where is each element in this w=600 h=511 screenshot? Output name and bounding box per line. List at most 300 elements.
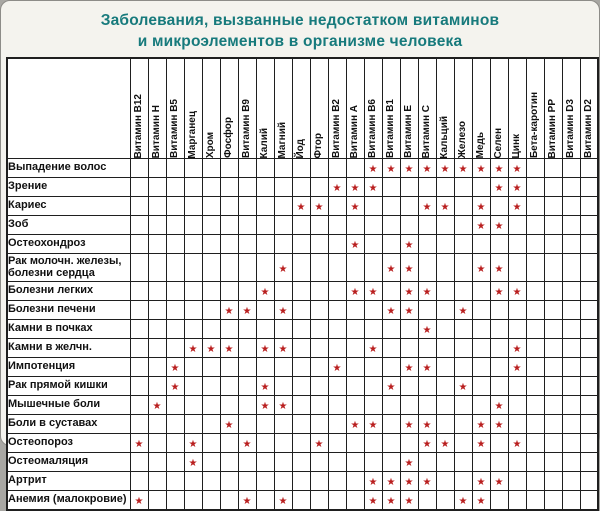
- matrix-cell: [256, 282, 274, 301]
- matrix-cell: [418, 178, 436, 197]
- matrix-cell: [364, 282, 382, 301]
- matrix-cell: [364, 235, 382, 254]
- matrix-cell: [418, 491, 436, 511]
- matrix-cell: [454, 491, 472, 511]
- column-header-label: Витамин А: [349, 104, 360, 159]
- matrix-cell: [292, 358, 310, 377]
- matrix-cell: [166, 282, 184, 301]
- matrix-cell: [274, 282, 292, 301]
- matrix-cell: [292, 254, 310, 282]
- deficiency-star-icon: ★: [476, 420, 486, 432]
- matrix-cell: [580, 396, 598, 415]
- matrix-cell: [436, 197, 454, 216]
- row-label: Рак молочн. железы, болезни сердца: [7, 254, 130, 282]
- matrix-cell: [148, 197, 166, 216]
- matrix-cell: [544, 472, 562, 491]
- matrix-cell: [526, 453, 544, 472]
- column-header: [274, 58, 292, 159]
- deficiency-star-icon: ★: [296, 202, 306, 214]
- matrix-cell: [328, 472, 346, 491]
- matrix-cell: [580, 301, 598, 320]
- matrix-cell: [184, 434, 202, 453]
- matrix-cell: [508, 178, 526, 197]
- table-row: [7, 216, 598, 235]
- matrix-cell: [436, 254, 454, 282]
- matrix-cell: [544, 396, 562, 415]
- matrix-cell: [148, 396, 166, 415]
- matrix-cell: [454, 301, 472, 320]
- deficiency-star-icon: ★: [386, 263, 396, 275]
- deficiency-star-icon: ★: [404, 287, 414, 299]
- column-header-label: Витамин D2: [582, 99, 594, 159]
- row-label: Зоб: [7, 216, 130, 235]
- matrix-cell: [490, 415, 508, 434]
- matrix-cell: [130, 320, 148, 339]
- matrix-cell: [292, 434, 310, 453]
- column-header-label: Цинк: [511, 133, 522, 159]
- matrix-cell: [580, 415, 598, 434]
- deficiency-star-icon: ★: [404, 363, 414, 375]
- matrix-cell: [310, 434, 328, 453]
- matrix-cell: [148, 178, 166, 197]
- matrix-cell: [454, 282, 472, 301]
- matrix-cell: [526, 472, 544, 491]
- matrix-cell: [346, 159, 364, 178]
- deficiency-star-icon: ★: [170, 382, 180, 394]
- matrix-cell: [346, 254, 364, 282]
- column-header: [382, 58, 400, 159]
- matrix-cell: [238, 377, 256, 396]
- matrix-cell: [382, 434, 400, 453]
- matrix-cell: [346, 301, 364, 320]
- matrix-cell: [220, 434, 238, 453]
- matrix-cell: [310, 453, 328, 472]
- matrix-cell: [184, 453, 202, 472]
- matrix-cell: [274, 178, 292, 197]
- deficiency-star-icon: ★: [404, 458, 414, 470]
- matrix-cell: [364, 358, 382, 377]
- matrix-cell: [508, 159, 526, 178]
- matrix-cell: [562, 453, 580, 472]
- matrix-cell: [256, 453, 274, 472]
- matrix-cell: [400, 235, 418, 254]
- matrix-cell: [256, 339, 274, 358]
- column-header: [328, 58, 346, 159]
- matrix-cell: [220, 254, 238, 282]
- matrix-cell: [310, 216, 328, 235]
- deficiency-star-icon: ★: [350, 183, 360, 195]
- matrix-cell: [184, 472, 202, 491]
- column-header-label: Витамин Е: [403, 105, 414, 159]
- deficiency-star-icon: ★: [350, 287, 360, 299]
- table-row: [7, 358, 598, 377]
- column-header: [454, 58, 472, 159]
- matrix-cell: [238, 358, 256, 377]
- matrix-cell: [166, 159, 184, 178]
- row-label: Остеохондроз: [7, 235, 130, 254]
- matrix-cell: [580, 159, 598, 178]
- matrix-cell: [454, 339, 472, 358]
- matrix-cell: [328, 254, 346, 282]
- deficiency-star-icon: ★: [512, 164, 522, 176]
- matrix-cell: [490, 434, 508, 453]
- row-label: Камни в почках: [7, 320, 130, 339]
- matrix-cell: [238, 396, 256, 415]
- matrix-cell: [508, 216, 526, 235]
- matrix-cell: [544, 178, 562, 197]
- matrix-cell: [382, 254, 400, 282]
- column-header-label: Магний: [277, 121, 288, 159]
- matrix-cell: [238, 453, 256, 472]
- matrix-cell: [202, 216, 220, 235]
- matrix-cell: [490, 491, 508, 511]
- deficiency-star-icon: ★: [386, 382, 396, 394]
- matrix-cell: [472, 197, 490, 216]
- column-header-label: Железо: [457, 121, 468, 159]
- matrix-cell: [418, 216, 436, 235]
- matrix-cell: [400, 472, 418, 491]
- table-row: [7, 396, 598, 415]
- matrix-cell: [346, 339, 364, 358]
- matrix-cell: [238, 178, 256, 197]
- matrix-cell: [364, 320, 382, 339]
- matrix-cell: [256, 216, 274, 235]
- matrix-cell: [238, 415, 256, 434]
- matrix-cell: [256, 358, 274, 377]
- deficiency-star-icon: ★: [494, 221, 504, 233]
- row-label: Камни в желчн.: [7, 339, 130, 358]
- matrix-cell: [436, 282, 454, 301]
- matrix-cell: [346, 453, 364, 472]
- matrix-cell: [472, 358, 490, 377]
- column-header: [220, 58, 238, 159]
- matrix-cell: [202, 358, 220, 377]
- deficiency-star-icon: ★: [404, 420, 414, 432]
- table-row: [7, 282, 598, 301]
- matrix-cell: [202, 197, 220, 216]
- matrix-cell: [508, 434, 526, 453]
- deficiency-star-icon: ★: [494, 420, 504, 432]
- matrix-cell: [256, 415, 274, 434]
- matrix-cell: [220, 358, 238, 377]
- matrix-cell: [130, 339, 148, 358]
- matrix-cell: [130, 216, 148, 235]
- column-header: [292, 58, 310, 159]
- column-header-label: Витамин В1: [385, 99, 396, 159]
- column-header-label: Витамин РР: [547, 98, 558, 159]
- matrix-cell: [292, 415, 310, 434]
- matrix-cell: [220, 216, 238, 235]
- deficiency-star-icon: ★: [278, 306, 288, 318]
- matrix-cell: [400, 159, 418, 178]
- deficiency-star-icon: ★: [188, 439, 198, 451]
- matrix-cell: [400, 320, 418, 339]
- matrix-cell: [292, 235, 310, 254]
- matrix-cell: [346, 472, 364, 491]
- matrix-cell: [220, 235, 238, 254]
- matrix-cell: [508, 235, 526, 254]
- matrix-cell: [544, 320, 562, 339]
- column-header-label: Медь: [475, 131, 486, 159]
- matrix-cell: [346, 197, 364, 216]
- matrix-cell: [508, 301, 526, 320]
- deficiency-star-icon: ★: [242, 306, 252, 318]
- row-label: Импотенция: [7, 358, 130, 377]
- matrix-cell: [274, 415, 292, 434]
- matrix-cell: [202, 159, 220, 178]
- matrix-cell: [166, 320, 184, 339]
- matrix-cell: [508, 358, 526, 377]
- table-row: [7, 453, 598, 472]
- matrix-cell: [346, 320, 364, 339]
- matrix-cell: [346, 396, 364, 415]
- matrix-cell: [418, 197, 436, 216]
- matrix-cell: [310, 472, 328, 491]
- matrix-cell: [580, 453, 598, 472]
- matrix-cell: [382, 159, 400, 178]
- column-header-label: Витамин В2: [331, 99, 342, 159]
- deficiency-star-icon: ★: [404, 496, 414, 508]
- matrix-cell: [364, 216, 382, 235]
- matrix-cell: [562, 320, 580, 339]
- matrix-cell: [238, 491, 256, 511]
- matrix-cell: [526, 320, 544, 339]
- matrix-cell: [220, 301, 238, 320]
- matrix-cell: [310, 254, 328, 282]
- matrix-cell: [364, 434, 382, 453]
- deficiency-star-icon: ★: [188, 344, 198, 356]
- matrix-cell: [220, 415, 238, 434]
- matrix-cell: [508, 254, 526, 282]
- matrix-cell: [238, 434, 256, 453]
- matrix-cell: [130, 178, 148, 197]
- matrix-cell: [472, 159, 490, 178]
- matrix-cell: [400, 339, 418, 358]
- matrix-cell: [310, 377, 328, 396]
- matrix-cell: [148, 301, 166, 320]
- matrix-cell: [130, 282, 148, 301]
- matrix-cell: [238, 197, 256, 216]
- matrix-cell: [310, 282, 328, 301]
- matrix-cell: [148, 216, 166, 235]
- table-row: [7, 339, 598, 358]
- matrix-cell: [490, 396, 508, 415]
- matrix-cell: [472, 396, 490, 415]
- matrix-cell: [382, 282, 400, 301]
- matrix-cell: [256, 472, 274, 491]
- deficiency-star-icon: ★: [458, 306, 468, 318]
- matrix-cell: [544, 434, 562, 453]
- matrix-cell: [274, 434, 292, 453]
- matrix-cell: [184, 491, 202, 511]
- deficiency-star-icon: ★: [458, 164, 468, 176]
- matrix-cell: [436, 491, 454, 511]
- matrix-cell: [544, 377, 562, 396]
- matrix-cell: [418, 320, 436, 339]
- table-row: [7, 472, 598, 491]
- matrix-cell: [580, 491, 598, 511]
- matrix-cell: [184, 216, 202, 235]
- matrix-cell: [202, 235, 220, 254]
- deficiency-star-icon: ★: [350, 202, 360, 214]
- matrix-cell: [454, 472, 472, 491]
- column-header-label: Витамин С: [421, 104, 432, 159]
- matrix-cell: [580, 434, 598, 453]
- matrix-cell: [472, 472, 490, 491]
- row-label: Остеомаляция: [7, 453, 130, 472]
- matrix-cell: [382, 491, 400, 511]
- matrix-cell: [166, 434, 184, 453]
- deficiency-star-icon: ★: [422, 439, 432, 451]
- matrix-cell: [166, 235, 184, 254]
- matrix-cell: [544, 339, 562, 358]
- matrix-cell: [472, 453, 490, 472]
- matrix-cell: [256, 254, 274, 282]
- matrix-cell: [454, 358, 472, 377]
- matrix-cell: [274, 396, 292, 415]
- matrix-cell: [490, 282, 508, 301]
- column-header-label: Фосфор: [223, 117, 234, 159]
- column-header-label: Витамин Н: [151, 104, 162, 159]
- matrix-cell: [562, 178, 580, 197]
- matrix-cell: [562, 254, 580, 282]
- matrix-cell: [148, 434, 166, 453]
- matrix-cell: [148, 254, 166, 282]
- deficiency-star-icon: ★: [332, 363, 342, 375]
- matrix-cell: [166, 472, 184, 491]
- matrix-cell: [454, 320, 472, 339]
- table-row: [7, 301, 598, 320]
- matrix-cell: [184, 159, 202, 178]
- matrix-cell: [130, 159, 148, 178]
- matrix-cell: [310, 491, 328, 511]
- deficiency-star-icon: ★: [422, 477, 432, 489]
- deficiency-star-icon: ★: [476, 439, 486, 451]
- matrix-cell: [184, 178, 202, 197]
- matrix-cell: [400, 491, 418, 511]
- matrix-cell: [148, 159, 166, 178]
- matrix-cell: [166, 358, 184, 377]
- matrix-cell: [346, 491, 364, 511]
- matrix-cell: [346, 235, 364, 254]
- matrix-cell: [130, 434, 148, 453]
- column-header: [310, 58, 328, 159]
- matrix-cell: [274, 320, 292, 339]
- matrix-cell: [220, 377, 238, 396]
- matrix-cell: [166, 396, 184, 415]
- deficiency-star-icon: ★: [314, 439, 324, 451]
- deficiency-star-icon: ★: [494, 183, 504, 195]
- matrix-cell: [184, 282, 202, 301]
- deficiency-star-icon: ★: [476, 202, 486, 214]
- matrix-cell: [220, 339, 238, 358]
- matrix-cell: [130, 472, 148, 491]
- deficiency-star-icon: ★: [188, 458, 198, 470]
- matrix-cell: [328, 301, 346, 320]
- matrix-cell: [400, 396, 418, 415]
- deficiency-star-icon: ★: [512, 439, 522, 451]
- matrix-cell: [472, 216, 490, 235]
- matrix-cell: [436, 301, 454, 320]
- matrix-cell: [130, 377, 148, 396]
- matrix-cell: [166, 178, 184, 197]
- matrix-cell: [202, 339, 220, 358]
- matrix-cell: [544, 235, 562, 254]
- matrix-cell: [562, 415, 580, 434]
- deficiency-star-icon: ★: [458, 382, 468, 394]
- column-header: [400, 58, 418, 159]
- matrix-cell: [220, 282, 238, 301]
- deficiency-star-icon: ★: [386, 164, 396, 176]
- matrix-cell: [184, 377, 202, 396]
- deficiency-star-icon: ★: [134, 496, 144, 508]
- deficiency-star-icon: ★: [206, 344, 216, 356]
- matrix-cell: [526, 339, 544, 358]
- deficiency-star-icon: ★: [512, 344, 522, 356]
- matrix-cell: [580, 358, 598, 377]
- matrix-cell: [472, 491, 490, 511]
- deficiency-star-icon: ★: [386, 306, 396, 318]
- deficiency-star-icon: ★: [260, 382, 270, 394]
- matrix-cell: [472, 282, 490, 301]
- matrix-cell: [562, 396, 580, 415]
- matrix-cell: [328, 320, 346, 339]
- column-header: [508, 58, 526, 159]
- matrix-cell: [148, 491, 166, 511]
- matrix-cell: [220, 159, 238, 178]
- column-header: [346, 58, 364, 159]
- deficiency-star-icon: ★: [332, 183, 342, 195]
- matrix-cell: [508, 415, 526, 434]
- matrix-cell: [472, 235, 490, 254]
- matrix-cell: [238, 301, 256, 320]
- deficiency-star-icon: ★: [494, 164, 504, 176]
- matrix-cell: [202, 320, 220, 339]
- matrix-cell: [508, 282, 526, 301]
- matrix-cell: [220, 396, 238, 415]
- matrix-cell: [328, 491, 346, 511]
- table-row: [7, 235, 598, 254]
- matrix-cell: [418, 235, 436, 254]
- matrix-cell: [472, 377, 490, 396]
- deficiency-star-icon: ★: [368, 287, 378, 299]
- matrix-cell: [328, 434, 346, 453]
- matrix-cell: [562, 235, 580, 254]
- matrix-cell: [274, 159, 292, 178]
- matrix-cell: [544, 197, 562, 216]
- matrix-cell: [130, 491, 148, 511]
- matrix-cell: [382, 216, 400, 235]
- deficiency-star-icon: ★: [242, 439, 252, 451]
- title-line-2: и микроэлементов в организме человека: [137, 33, 463, 51]
- deficiency-star-icon: ★: [368, 183, 378, 195]
- deficiency-star-icon: ★: [440, 202, 450, 214]
- deficiency-star-icon: ★: [494, 401, 504, 413]
- matrix-cell: [436, 339, 454, 358]
- matrix-cell: [256, 301, 274, 320]
- deficiency-star-icon: ★: [368, 344, 378, 356]
- matrix-cell: [292, 339, 310, 358]
- matrix-cell: [454, 453, 472, 472]
- matrix-cell: [220, 320, 238, 339]
- matrix-cell: [346, 216, 364, 235]
- matrix-cell: [364, 339, 382, 358]
- matrix-cell: [364, 301, 382, 320]
- matrix-cell: [256, 178, 274, 197]
- matrix-cell: [508, 320, 526, 339]
- deficiency-star-icon: ★: [404, 306, 414, 318]
- matrix-cell: [562, 472, 580, 491]
